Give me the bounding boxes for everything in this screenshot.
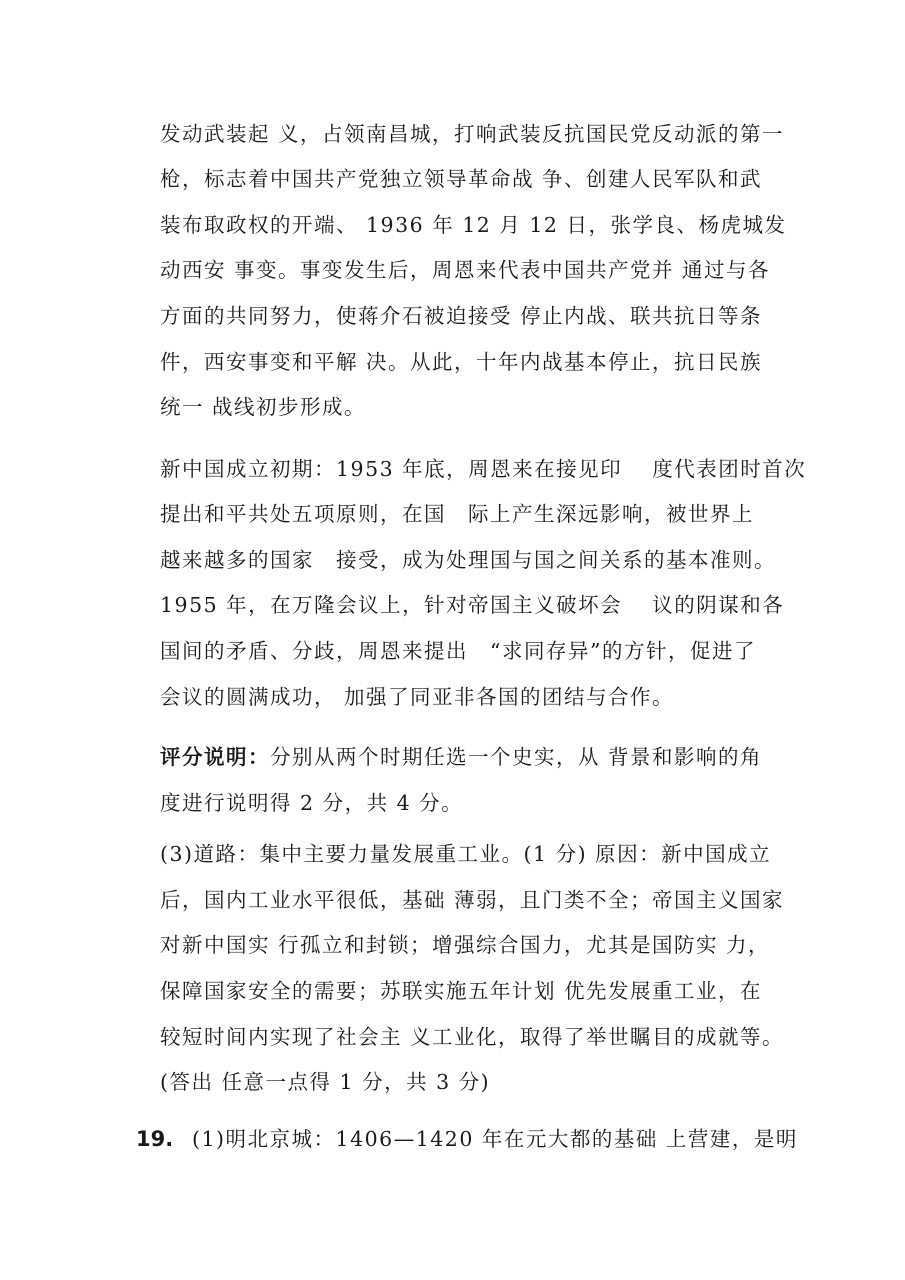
paragraph3-line-5: 较短时间内实现了社会主 义工业化，取得了举世瞩目的成就等。 bbox=[160, 1025, 785, 1049]
paragraph3-line-6: (答出 任意一点得 1 分，共 3 分) bbox=[160, 1070, 491, 1094]
paragraph2-line-6: 会议的圆满成功， 加强了同亚非各国的团结与合作。 bbox=[160, 685, 675, 709]
paragraph3-line-2: 后，国内工业水平很低，基础 薄弱，且门类不全；帝国主义国家 bbox=[160, 888, 785, 912]
question-number: 19. bbox=[136, 1127, 174, 1151]
paragraph2-line-2: 提出和平共处五项原则，在国 际上产生深远影响，被世界上 bbox=[160, 502, 754, 526]
scoring-text: 分别从两个时期任选一个史实，从 背景和影响的角 bbox=[270, 745, 763, 769]
paragraph1-line-1: 发动武装起 义，占领南昌城，打响武装反抗国民党反动派的第一 bbox=[160, 122, 785, 146]
paragraph2-line-1: 新中国成立初期：1953 年底，周恩来在接见印 度代表团时首次 bbox=[160, 457, 807, 481]
paragraph2-line-3: 越来越多的国家 接受，成为处理国与国之间关系的基本准则。 bbox=[160, 548, 776, 572]
paragraph2-line-5: 国间的矛盾、分歧，周恩来提出 “求同存异”的方针，促进了 bbox=[160, 639, 756, 663]
paragraph2-line-4: 1955 年，在万隆会议上，针对帝国主义破坏会 议的阴谋和各 bbox=[160, 593, 785, 617]
paragraph3-line-1: (3)道路：集中主要力量发展重工业。(1 分) 原因：新中国成立 bbox=[160, 842, 772, 866]
scoring-label: 评分说明： bbox=[160, 745, 270, 769]
question19-line-1: (1)明北京城：1406—1420 年在元大都的基础 上营建，是明 bbox=[192, 1127, 798, 1151]
paragraph3-line-3: 对新中国实 行孤立和封锁；增强综合国力，尤其是国防实 力， bbox=[160, 933, 771, 957]
paragraph1-line-4: 动西安 事变。事变发生后，周恩来代表中国共产党并 通过与各 bbox=[160, 258, 771, 282]
scoring-line-2: 度进行说明得 2 分，共 4 分。 bbox=[160, 791, 464, 815]
scoring-line-1 bbox=[160, 743, 762, 771]
paragraph1-line-5: 方面的共同努力，使蒋介石被迫接受 停止内战、联共抗日等条 bbox=[160, 304, 763, 328]
paragraph1-line-7: 统一 战线初步形成。 bbox=[160, 395, 367, 419]
paragraph1-line-2: 枪，标志着中国共产党独立领导革命战 争、创建人民军队和武 bbox=[160, 167, 763, 191]
paragraph3-line-4: 保障国家安全的需要；苏联实施五年计划 优先发展重工业，在 bbox=[160, 979, 763, 1003]
paragraph1-line-3: 装布取政权的开端、 1936 年 12 月 12 日，张学良、杨虎城发 bbox=[160, 213, 787, 237]
paragraph1-line-6: 件，西安事变和平解 决。从此，十年内战基本停止，抗日民族 bbox=[160, 350, 763, 374]
